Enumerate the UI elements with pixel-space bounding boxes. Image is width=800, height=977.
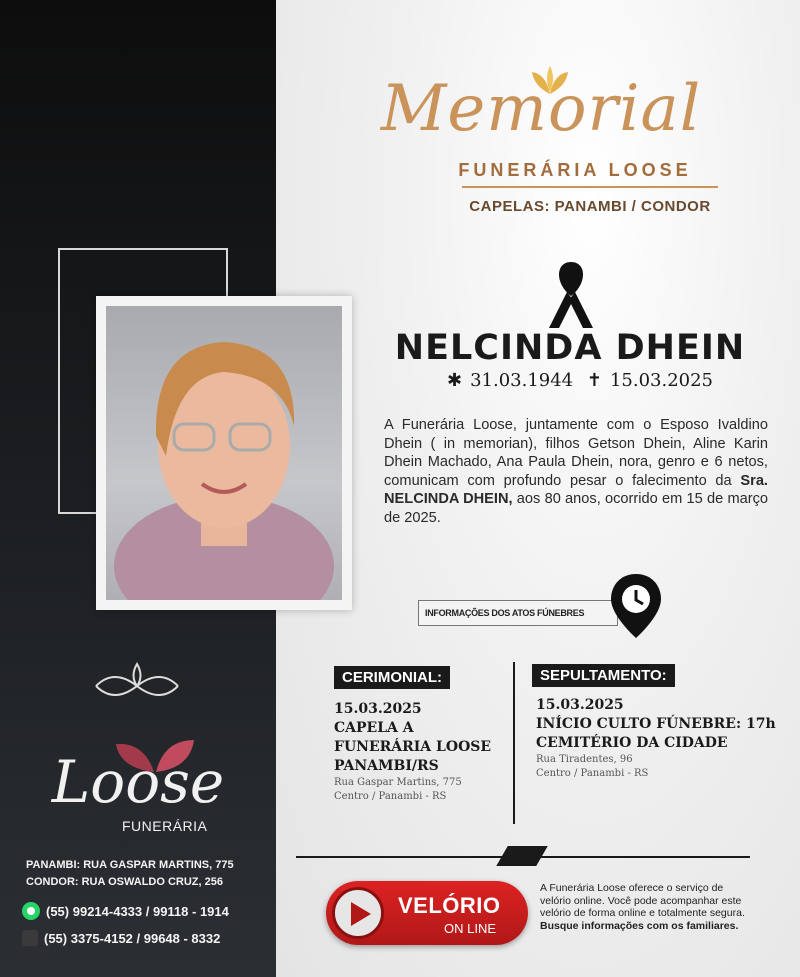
funeral-info-label: INFORMAÇÕES DOS ATOS FÚNEBRES [418,600,618,626]
loose-logo-subtitle: FUNERÁRIA [122,818,208,834]
burial-header: SEPULTAMENTO: [532,664,675,687]
portrait-photo [106,306,342,600]
announcement-part-1: A Funerária Loose, juntamente com o Esposo Ivaldino Dhein ( in memorian), filhos Getson Dhein, Aline Karin Dhein Machado, Ana Paula Dhein, nora, genro e 6 netos, comunicam com profundo pesar o falecimento da [384,417,768,489]
birth-star-icon: ✱ [446,370,463,391]
chapels-label: CAPELAS: PANAMBI / CONDOR [469,198,711,215]
clock-location-pin-icon [608,572,664,640]
ceremonial-details [334,700,504,804]
online-wake-label: VELÓRIO [398,893,501,918]
address-condor: CONDOR: RUA OSWALDO CRUZ, 256 [26,876,223,888]
ceremonial-place-3: PANAMBI/RS [334,758,439,774]
birth-date: 31.03.1944 [470,370,574,391]
announcement-text [384,416,768,527]
landline-phone-row [22,930,220,946]
burial-place: CEMITÉRIO DA CIDADE [536,735,728,751]
burial-date: 15.03.2025 [536,697,624,713]
ceremonial-header: CERIMONIAL: [334,666,450,689]
death-date: 15.03.2025 [609,370,714,391]
online-note-bold: Busque informações com os familiares. [540,919,739,932]
loose-logo: Loose [51,748,225,816]
announcement-bold: Sra. NELCINDA DHEIN, [384,472,768,507]
life-dates [440,370,720,391]
brand-title: Memorial [380,72,702,146]
online-wake-note [540,882,750,932]
announcement-part-2: aos 80 anos, ocorrido em 15 de março de 2025. [384,491,768,526]
whatsapp-phone: (55) 99214-4333 / 99118 - 1914 [46,903,229,919]
ceremonial-address-1: Rua Gaspar Martins, 775 [334,777,462,788]
online-wake-button[interactable] [326,881,528,945]
landline-phone: (55) 3375-4152 / 99648 - 8332 [44,930,221,946]
whatsapp-icon [22,902,40,920]
deceased-name: NELCINDA DHEIN [394,328,746,368]
death-cross-icon: ✝ [586,370,602,391]
burial-address-1: Rua Tiradentes, 96 [536,754,633,765]
burial-service: INÍCIO CULTO FÚNEBRE: 17h [536,716,776,732]
whatsapp-phone-row [22,902,229,920]
portrait-frame [96,296,352,610]
brand-underline [462,186,718,188]
swirl-ornament-icon [92,662,182,710]
ceremonial-place-2: FUNERÁRIA LOOSE [334,739,492,755]
brand-subtitle: FUNERÁRIA LOOSE [458,160,692,180]
burial-details [536,696,776,781]
phone-icon [22,930,38,946]
section-divider [513,662,515,824]
ceremonial-address-2: Centro / Panambi - RS [334,791,447,802]
ceremonial-date: 15.03.2025 [334,701,422,717]
online-wake-sublabel: ON LINE [444,921,497,936]
play-icon [332,887,384,939]
mourning-ribbon-icon [543,258,599,330]
address-panambi: PANAMBI: RUA GASPAR MARTINS, 775 [26,859,234,871]
ceremonial-place-1: CAPELA A [334,720,414,736]
online-note-text: A Funerária Loose oferece o serviço de velório online. Você pode acompanhar este velório de forma online e totalmente segura. [540,882,745,919]
burial-address-2: Centro / Panambi - RS [536,768,649,779]
